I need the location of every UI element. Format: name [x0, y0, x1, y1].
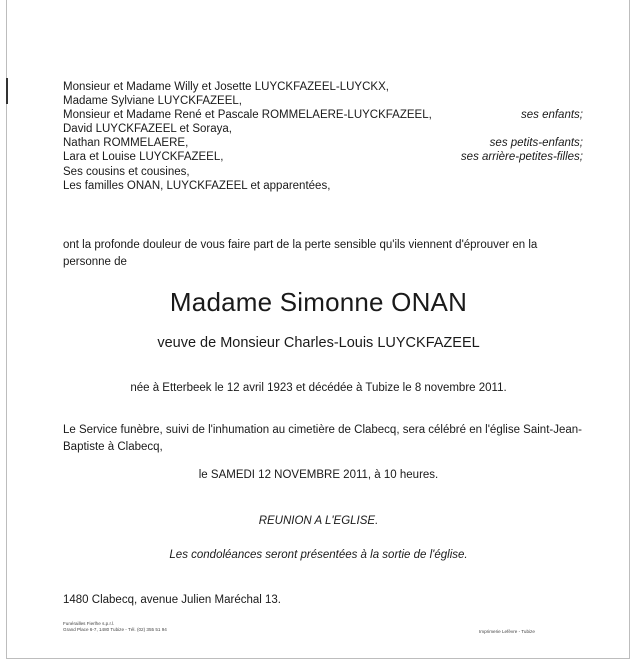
family-member: Nathan ROMMELAERE,: [63, 137, 189, 150]
service-text: Le Service funèbre, suivi de l'inhumation au cimetière de Clabecq, sera célébré en l'église Saint-Jean-Baptiste à Clabecq,: [63, 424, 582, 453]
family-role: ses petits-enfants;: [489, 137, 583, 150]
funeral-home-name: Funérailles Fierlhe s.p.r.l.: [63, 621, 115, 626]
family-member: Les familles ONAN, LUYCKFAZEEL et apparentées,: [63, 179, 331, 192]
funeral-home-address: Grand Place 6-7, 1480 Tubize - Tél. (02) 355 51 94: [63, 627, 167, 632]
service-date: le SAMEDI 12 NOVEMBRE 2011, à 10 heures.: [198, 469, 439, 481]
family-member: Monsieur et Madame Willy et Josette LUYCKFAZEEL-LUYCKX,: [63, 81, 389, 93]
printer-credit: Imprimerie Lefèvre - Tubize: [479, 629, 535, 634]
family-line: [63, 165, 583, 179]
family-line: [63, 122, 583, 136]
life-dates: née à Etterbeek le 12 avril 1923 et décédée à Tubize le 8 novembre 2011.: [130, 382, 507, 394]
family-role: ses enfants;: [520, 109, 583, 122]
intro-text: ont la profonde douleur de vous faire part de la perte sensible qu'ils viennent d'éprouver en la personne de: [63, 239, 538, 268]
family-member: David LUYCKFAZEEL et Soraya,: [63, 123, 232, 136]
family-line: [63, 179, 583, 193]
funeral-home-info: [63, 621, 167, 633]
family-member: Lara et Louise LUYCKFAZEEL,: [63, 151, 224, 164]
family-list: [63, 80, 583, 193]
family-member: Ses cousins et cousines,: [63, 165, 190, 178]
margin-mark: [6, 78, 8, 104]
widow-of: veuve de Monsieur Charles-Louis LUYCKFAZEEL: [157, 335, 480, 351]
family-line: [63, 136, 583, 150]
family-line: [63, 94, 583, 108]
family-role: ses arrière-petites-filles;: [460, 151, 583, 164]
family-address: 1480 Clabecq, avenue Julien Maréchal 13.: [63, 594, 282, 606]
family-line: [63, 80, 583, 94]
condolences-note: Les condoléances seront présentées à la sortie de l'église.: [169, 549, 468, 561]
family-line: [63, 150, 583, 164]
deceased-name: Madame Simonne ONAN: [169, 287, 468, 317]
family-line: [63, 108, 583, 122]
family-member: Monsieur et Madame René et Pascale ROMMELAERE-LUYCKFAZEEL,: [63, 109, 432, 122]
reunion-note: REUNION A L'EGLISE.: [258, 515, 379, 527]
family-member: Madame Sylviane LUYCKFAZEEL,: [63, 95, 242, 108]
